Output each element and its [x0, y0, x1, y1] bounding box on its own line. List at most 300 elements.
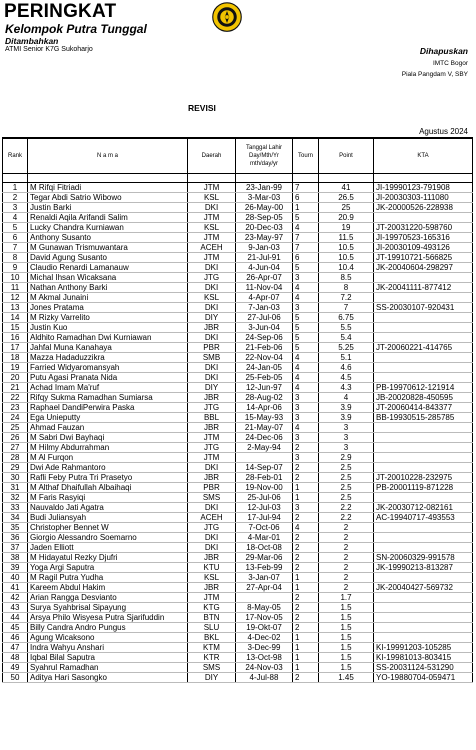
- region-cell: DKI: [188, 542, 236, 552]
- dob-cell: 22-Nov-04: [236, 352, 293, 362]
- name-cell: Budi Juliansyah: [28, 512, 188, 522]
- tourn-cell: 5: [293, 212, 319, 222]
- tourn-cell: 3: [293, 452, 319, 462]
- region-cell: PBR: [188, 482, 236, 492]
- table-row: [3, 562, 473, 572]
- dob-cell: 13-Oct-98: [236, 652, 293, 662]
- tourn-cell: 2: [293, 562, 319, 572]
- ranking-table-body: [3, 173, 473, 682]
- dob-cell: 28-Aug-02: [236, 392, 293, 402]
- table-row: [3, 202, 473, 212]
- point-cell: 4: [319, 392, 374, 402]
- kta-cell: SS-20030107-920431: [374, 302, 473, 312]
- name-cell: M Al Furqon: [28, 452, 188, 462]
- region-cell: JBR: [188, 472, 236, 482]
- rank-cell: 5: [3, 222, 28, 232]
- point-cell: 1.5: [319, 602, 374, 612]
- region-cell: JBR: [188, 422, 236, 432]
- table-row: [3, 632, 473, 642]
- table-row: [3, 262, 473, 272]
- table-row: [3, 472, 473, 482]
- kta-cell: [374, 212, 473, 222]
- name-cell: Yoga Argi Saputra: [28, 562, 188, 572]
- tourn-cell: 5: [293, 262, 319, 272]
- region-cell: JTM: [188, 252, 236, 262]
- addition-label: Ditambahkan: [5, 36, 59, 46]
- rank-cell: 10: [3, 272, 28, 282]
- tourn-cell: 1: [293, 202, 319, 212]
- point-cell: 3: [319, 422, 374, 432]
- region-cell: JTM: [188, 432, 236, 442]
- rank-cell: 29: [3, 462, 28, 472]
- point-cell: 41: [319, 182, 374, 192]
- tourn-cell: 3: [293, 412, 319, 422]
- table-row: [3, 572, 473, 582]
- point-cell: 2: [319, 542, 374, 552]
- column-header-tourn: Tourn: [293, 138, 319, 173]
- point-cell: 4.6: [319, 362, 374, 372]
- kta-cell: [374, 292, 473, 302]
- tourn-cell: 2: [293, 542, 319, 552]
- dob-cell: 14-Apr-06: [236, 402, 293, 412]
- name-cell: Christopher Bennet W: [28, 522, 188, 532]
- rank-cell: 43: [3, 602, 28, 612]
- dob-cell: 3-Jan-07: [236, 572, 293, 582]
- point-cell: 1.45: [319, 672, 374, 682]
- rank-cell: 41: [3, 582, 28, 592]
- kta-cell: KI-19991203-105285: [374, 642, 473, 652]
- dob-cell: 23-May-97: [236, 232, 293, 242]
- dob-cell: 4-Jul-88: [236, 672, 293, 682]
- region-cell: DKI: [188, 262, 236, 272]
- name-cell: M Althaf Dhaifullah Albaihaqi: [28, 482, 188, 492]
- table-row: [3, 292, 473, 302]
- rank-cell: 33: [3, 502, 28, 512]
- name-cell: M Hilmy Abdurrahman: [28, 442, 188, 452]
- point-cell: 4.5: [319, 372, 374, 382]
- name-cell: Nauvaldo Jati Agatra: [28, 502, 188, 512]
- point-cell: 2.5: [319, 462, 374, 472]
- region-cell: KTM: [188, 642, 236, 652]
- tourn-cell: 3: [293, 502, 319, 512]
- tourn-cell: 4: [293, 362, 319, 372]
- name-cell: Billy Candra Andro Pungus: [28, 622, 188, 632]
- table-row: [3, 462, 473, 472]
- region-cell: DIY: [188, 312, 236, 322]
- name-cell: Syahrul Ramadhan: [28, 662, 188, 672]
- rank-cell: 46: [3, 632, 28, 642]
- kta-cell: JK-19990213-813287: [374, 562, 473, 572]
- table-row: [3, 612, 473, 622]
- dob-cell: 14-Sep-07: [236, 462, 293, 472]
- region-cell: DKI: [188, 202, 236, 212]
- table-row: [3, 552, 473, 562]
- ranking-table: [2, 137, 473, 683]
- point-cell: 3.9: [319, 402, 374, 412]
- region-cell: DKI: [188, 462, 236, 472]
- rank-cell: 13: [3, 302, 28, 312]
- dob-cell: 19-Okt-07: [236, 622, 293, 632]
- name-cell: Dwi Ade Rahmantoro: [28, 462, 188, 472]
- point-cell: 3: [319, 432, 374, 442]
- dob-cell: 24-Sep-06: [236, 332, 293, 342]
- region-cell: KSL: [188, 192, 236, 202]
- point-cell: 2: [319, 552, 374, 562]
- region-cell: JTG: [188, 522, 236, 532]
- rank-cell: 47: [3, 642, 28, 652]
- table-row: [3, 322, 473, 332]
- tourn-cell: 4: [293, 522, 319, 532]
- name-cell: Lucky Chandra Kurniawan: [28, 222, 188, 232]
- kta-cell: [374, 362, 473, 372]
- column-header-point: Point: [319, 138, 374, 173]
- table-row: [3, 532, 473, 542]
- tourn-cell: 4: [293, 282, 319, 292]
- dob-cell: 26-May-00: [236, 202, 293, 212]
- table-row: [3, 522, 473, 532]
- point-cell: 2: [319, 522, 374, 532]
- organization-logo-icon: [212, 2, 242, 32]
- dob-cell: 3-Dec-99: [236, 642, 293, 652]
- region-cell: JTG: [188, 442, 236, 452]
- kta-cell: YO-19880704-059471: [374, 672, 473, 682]
- point-cell: 4.3: [319, 382, 374, 392]
- kta-cell: [374, 442, 473, 452]
- point-cell: 10.4: [319, 262, 374, 272]
- region-cell: DKI: [188, 302, 236, 312]
- region-cell: DKI: [188, 332, 236, 342]
- name-cell: Jaden Elliott: [28, 542, 188, 552]
- tourn-cell: 4: [293, 382, 319, 392]
- point-cell: 2.5: [319, 482, 374, 492]
- kta-cell: [374, 372, 473, 382]
- table-row: [3, 372, 473, 382]
- rank-cell: 16: [3, 332, 28, 342]
- kta-cell: [374, 632, 473, 642]
- kta-cell: [374, 612, 473, 622]
- point-cell: 5.1: [319, 352, 374, 362]
- name-cell: Justin Barki: [28, 202, 188, 212]
- kta-cell: JT-19910721-566825: [374, 252, 473, 262]
- rank-cell: 31: [3, 482, 28, 492]
- kta-cell: [374, 602, 473, 612]
- kta-cell: [374, 422, 473, 432]
- dob-cell: 8-May-05: [236, 602, 293, 612]
- tourn-cell: 2: [293, 442, 319, 452]
- kta-cell: JI-20030303-111080: [374, 192, 473, 202]
- point-cell: 2.9: [319, 452, 374, 462]
- name-cell: Tegar Abdi Satrio Wibowo: [28, 192, 188, 202]
- kta-cell: JT-20060414-843377: [374, 402, 473, 412]
- point-cell: 8.5: [319, 272, 374, 282]
- region-cell: JTM: [188, 212, 236, 222]
- name-cell: Farried Widyaromansyah: [28, 362, 188, 372]
- name-cell: Putu Agasi Pranata Nida: [28, 372, 188, 382]
- rank-cell: 38: [3, 552, 28, 562]
- region-cell: SMS: [188, 662, 236, 672]
- name-cell: Renaldi Aqila Arifandi Salim: [28, 212, 188, 222]
- kta-cell: [374, 622, 473, 632]
- name-cell: Ahmad Fauzan: [28, 422, 188, 432]
- table-row: [3, 432, 473, 442]
- dob-cell: 21-Jul-91: [236, 252, 293, 262]
- point-cell: 2.2: [319, 512, 374, 522]
- tourn-cell: 2: [293, 552, 319, 562]
- table-row: [3, 352, 473, 362]
- rank-cell: 23: [3, 402, 28, 412]
- region-cell: DKI: [188, 282, 236, 292]
- point-cell: 2.5: [319, 472, 374, 482]
- dob-cell: 25-Jul-06: [236, 492, 293, 502]
- tourn-cell: 7: [293, 182, 319, 192]
- region-cell: JBR: [188, 322, 236, 332]
- tourn-cell: 1: [293, 572, 319, 582]
- table-row: [3, 272, 473, 282]
- rank-cell: 44: [3, 612, 28, 622]
- kta-cell: [374, 272, 473, 282]
- name-cell: M Ragil Putra Yudha: [28, 572, 188, 582]
- tourn-cell: 4: [293, 352, 319, 362]
- table-row: [3, 302, 473, 312]
- point-cell: 19: [319, 222, 374, 232]
- point-cell: 1.5: [319, 662, 374, 672]
- tourn-cell: 2: [293, 512, 319, 522]
- tourn-cell: 2: [293, 592, 319, 602]
- tourn-cell: 5: [293, 342, 319, 352]
- tourn-cell: 1: [293, 642, 319, 652]
- dob-cell: 20-Dec-03: [236, 222, 293, 232]
- table-row: [3, 542, 473, 552]
- kta-cell: JK-20030712-082161: [374, 502, 473, 512]
- tourn-cell: 1: [293, 662, 319, 672]
- rank-cell: 8: [3, 252, 28, 262]
- revision-label: REVISI: [188, 103, 216, 113]
- tourn-cell: 4: [293, 422, 319, 432]
- tourn-cell: 2: [293, 612, 319, 622]
- region-cell: ACEH: [188, 512, 236, 522]
- rank-cell: 25: [3, 422, 28, 432]
- region-cell: JTM: [188, 452, 236, 462]
- dob-cell: 26-Apr-07: [236, 272, 293, 282]
- point-cell: 10.5: [319, 252, 374, 262]
- point-cell: 1.5: [319, 652, 374, 662]
- name-cell: M Faris Rasyiqi: [28, 492, 188, 502]
- name-cell: Mazza Hadaduzzikra: [28, 352, 188, 362]
- rank-cell: 30: [3, 472, 28, 482]
- table-row: [3, 252, 473, 262]
- region-cell: JTG: [188, 272, 236, 282]
- dob-cell: 12-Jun-97: [236, 382, 293, 392]
- region-cell: DKI: [188, 372, 236, 382]
- rank-cell: 15: [3, 322, 28, 332]
- rank-cell: 19: [3, 362, 28, 372]
- rank-cell: 32: [3, 492, 28, 502]
- region-cell: PBR: [188, 342, 236, 352]
- region-cell: BBL: [188, 412, 236, 422]
- region-cell: KTU: [188, 562, 236, 572]
- tourn-cell: 1: [293, 652, 319, 662]
- rank-cell: 17: [3, 342, 28, 352]
- table-row: [3, 662, 473, 672]
- point-cell: 8: [319, 282, 374, 292]
- kta-cell: SN-20060329-991578: [374, 552, 473, 562]
- dob-cell: 23-Jan-99: [236, 182, 293, 192]
- table-row: [3, 242, 473, 252]
- region-cell: JBR: [188, 582, 236, 592]
- name-cell: Jones Pratama: [28, 302, 188, 312]
- kta-cell: JK-20040427-569732: [374, 582, 473, 592]
- dob-cell: 4-Dec-02: [236, 632, 293, 642]
- name-cell: Aditya Hari Sasongko: [28, 672, 188, 682]
- dob-cell: 18-Oct-08: [236, 542, 293, 552]
- rank-cell: 34: [3, 512, 28, 522]
- kta-cell: PB-19970612-121914: [374, 382, 473, 392]
- point-cell: 2: [319, 572, 374, 582]
- rank-cell: 9: [3, 262, 28, 272]
- column-header-name: N a m a: [28, 138, 188, 173]
- tourn-cell: 3: [293, 392, 319, 402]
- name-cell: Ega Unieputty: [28, 412, 188, 422]
- table-row: [3, 672, 473, 682]
- rank-cell: 26: [3, 432, 28, 442]
- name-cell: Rifqy Sukma Ramadhan Sumiarsa: [28, 392, 188, 402]
- tourn-cell: 1: [293, 492, 319, 502]
- tourn-cell: 7: [293, 232, 319, 242]
- table-row: [3, 362, 473, 372]
- kta-cell: JI-19990123-791908: [374, 182, 473, 192]
- dob-cell: 4-Mar-01: [236, 532, 293, 542]
- kta-cell: [374, 352, 473, 362]
- tourn-cell: 2: [293, 602, 319, 612]
- rank-cell: 42: [3, 592, 28, 602]
- rank-cell: 3: [3, 202, 28, 212]
- rank-cell: 6: [3, 232, 28, 242]
- rank-cell: 1: [3, 182, 28, 192]
- kta-cell: [374, 542, 473, 552]
- point-cell: 26.5: [319, 192, 374, 202]
- point-cell: 25: [319, 202, 374, 212]
- tourn-cell: 4: [293, 372, 319, 382]
- tourn-cell: 6: [293, 192, 319, 202]
- kta-cell: JT-20010228-232975: [374, 472, 473, 482]
- point-cell: 2: [319, 582, 374, 592]
- region-cell: DIY: [188, 382, 236, 392]
- tourn-cell: 5: [293, 322, 319, 332]
- dob-cell: 24-Jan-05: [236, 362, 293, 372]
- region-cell: KSL: [188, 572, 236, 582]
- table-row: [3, 652, 473, 662]
- table-row: [3, 482, 473, 492]
- table-row: [3, 192, 473, 202]
- tourn-cell: 2: [293, 622, 319, 632]
- region-cell: DIY: [188, 672, 236, 682]
- point-cell: 3.9: [319, 412, 374, 422]
- dob-cell: 3-Mar-03: [236, 192, 293, 202]
- region-cell: BKL: [188, 632, 236, 642]
- kta-cell: JT-20060221-414765: [374, 342, 473, 352]
- point-cell: 7.2: [319, 292, 374, 302]
- table-row: [3, 502, 473, 512]
- addition-org: ATMI Senior K7G Sukoharjo: [5, 46, 93, 53]
- removed-org: IMTC Bogor: [432, 60, 468, 67]
- name-cell: Claudio Renardi Lamanauw: [28, 262, 188, 272]
- name-cell: Giorgio Alessandro Soemarno: [28, 532, 188, 542]
- tourn-cell: 3: [293, 302, 319, 312]
- column-header-kta: KTA: [374, 138, 473, 173]
- rank-cell: 21: [3, 382, 28, 392]
- dob-cell: 11-Nov-04: [236, 282, 293, 292]
- point-cell: 1.5: [319, 612, 374, 622]
- dob-cell: 7-Oct-06: [236, 522, 293, 532]
- tourn-cell: 2: [293, 472, 319, 482]
- point-cell: 11.5: [319, 232, 374, 242]
- table-row: [3, 312, 473, 322]
- removed-label: Dihapuskan: [419, 46, 468, 56]
- tourn-cell: 1: [293, 632, 319, 642]
- page-title: PERINGKAT: [4, 1, 117, 22]
- point-cell: 10.5: [319, 242, 374, 252]
- rank-cell: 39: [3, 562, 28, 572]
- table-row: [3, 282, 473, 292]
- tourn-cell: 2: [293, 462, 319, 472]
- region-cell: SMS: [188, 492, 236, 502]
- rank-cell: 11: [3, 282, 28, 292]
- rank-cell: 20: [3, 372, 28, 382]
- column-header-dob: Tanggal Lahir Day/Mth/Yr mth/day/yr: [236, 138, 293, 173]
- table-row: [3, 232, 473, 242]
- removed-org-2: Piala Pangdam V, SBY: [401, 71, 468, 78]
- tourn-cell: 5: [293, 312, 319, 322]
- name-cell: Justin Kuo: [28, 322, 188, 332]
- dob-cell: 27-Jul-06: [236, 312, 293, 322]
- rank-cell: 12: [3, 292, 28, 302]
- dob-cell: 24-Dec-06: [236, 432, 293, 442]
- table-row: [3, 582, 473, 592]
- rank-cell: 50: [3, 672, 28, 682]
- rank-cell: 28: [3, 452, 28, 462]
- table-row: [3, 442, 473, 452]
- name-cell: Michal Ihsan Wicaksana: [28, 272, 188, 282]
- dob-cell: 3-Jun-04: [236, 322, 293, 332]
- rank-cell: 27: [3, 442, 28, 452]
- point-cell: 2: [319, 562, 374, 572]
- table-row: [3, 492, 473, 502]
- name-cell: Achad Imam Ma'ruf: [28, 382, 188, 392]
- dob-cell: 4-Jun-04: [236, 262, 293, 272]
- tourn-cell: 5: [293, 332, 319, 342]
- point-cell: 1.5: [319, 632, 374, 642]
- table-row: [3, 422, 473, 432]
- rank-cell: 18: [3, 352, 28, 362]
- point-cell: 1.7: [319, 592, 374, 602]
- tourn-cell: 1: [293, 582, 319, 592]
- region-cell: KSL: [188, 222, 236, 232]
- tourn-cell: 6: [293, 252, 319, 262]
- column-header-rank: Rank: [3, 138, 28, 173]
- tourn-cell: 2: [293, 532, 319, 542]
- name-cell: Rafli Feby Putra Tri Prasetyo: [28, 472, 188, 482]
- region-cell: JTM: [188, 232, 236, 242]
- dob-cell: 21-Feb-06: [236, 342, 293, 352]
- name-cell: Aldhito Ramadhan Dwi Kurniawan: [28, 332, 188, 342]
- tourn-cell: 2: [293, 672, 319, 682]
- point-cell: 6.75: [319, 312, 374, 322]
- dob-cell: 28-Sep-05: [236, 212, 293, 222]
- table-row: [3, 402, 473, 412]
- region-cell: ACEH: [188, 242, 236, 252]
- point-cell: 2.2: [319, 502, 374, 512]
- kta-cell: [374, 492, 473, 502]
